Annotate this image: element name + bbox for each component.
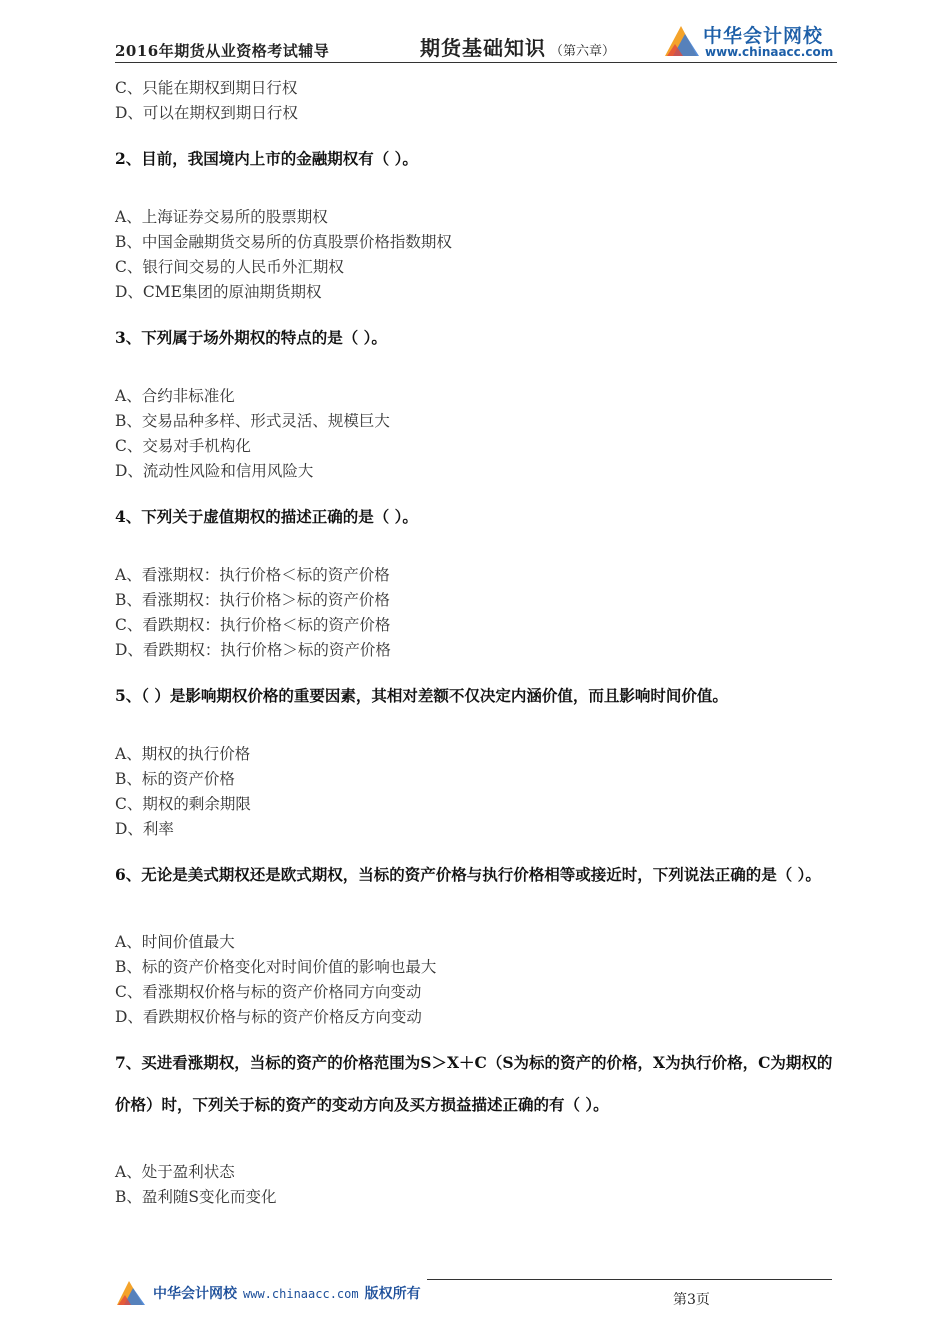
q3-option-b: B、交易品种多样、形式灵活、规模巨大 xyxy=(115,412,390,430)
page-header xyxy=(115,20,837,62)
question-3-stem: 3、下列属于场外期权的特点的是（ ）。 xyxy=(115,328,387,347)
exam-title: 2016年期货从业资格考试辅导 xyxy=(115,42,330,60)
question-body xyxy=(115,76,840,1210)
q4-option-c: C、看跌期权：执行价格＜标的资产价格 xyxy=(115,616,391,634)
q7-option-b: B、盈利随S变化而变化 xyxy=(115,1188,277,1206)
footer-rights: 版权所有 xyxy=(364,1286,421,1302)
footer-copyright xyxy=(153,1283,421,1303)
footer-logo-icon xyxy=(115,1278,147,1308)
header-divider xyxy=(115,62,837,63)
q3-option-c: C、交易对手机构化 xyxy=(115,437,251,455)
footer-divider xyxy=(427,1279,832,1280)
q5-option-a: A、期权的执行价格 xyxy=(115,745,251,763)
option-d: D、可以在期权到期日行权 xyxy=(115,104,298,122)
q7-option-a: A、处于盈利状态 xyxy=(115,1163,235,1181)
question-5-stem: 5、（ ）是影响期权价格的重要因素，其相对差额不仅决定内涵价值，而且影响时间价值。 xyxy=(115,686,728,705)
q3-option-a: A、合约非标准化 xyxy=(115,387,235,405)
q2-option-c: C、银行间交易的人民币外汇期权 xyxy=(115,258,344,276)
q6-option-c: C、看涨期权价格与标的资产价格同方向变动 xyxy=(115,983,422,1001)
q2-option-a: A、上海证券交易所的股票期权 xyxy=(115,208,328,226)
subject-title xyxy=(420,32,615,61)
q2-option-d: D、CME集团的原油期货期权 xyxy=(115,283,322,301)
option-c: C、只能在期权到期日行权 xyxy=(115,79,298,97)
q2-option-b: B、中国金融期货交易所的仿真股票价格指数期权 xyxy=(115,233,452,251)
q6-option-d: D、看跌期权价格与标的资产价格反方向变动 xyxy=(115,1008,422,1026)
question-2-stem: 2、目前，我国境内上市的金融期权有（ ）。 xyxy=(115,149,418,168)
q5-option-b: B、标的资产价格 xyxy=(115,770,235,788)
page-footer xyxy=(115,1275,835,1315)
q5-option-d: D、利率 xyxy=(115,820,174,838)
q3-option-d: D、流动性风险和信用风险大 xyxy=(115,462,314,480)
q4-option-b: B、看涨期权：执行价格＞标的资产价格 xyxy=(115,591,390,609)
q4-option-a: A、看涨期权：执行价格＜标的资产价格 xyxy=(115,566,390,584)
question-7-stem: 7、买进看涨期权，当标的资产的价格范围为S＞X＋C（S为标的资产的价格，X为执行价格，C为期权的价格）时，下列关于标的资产的变动方向及买方损益描述正确的有（ ）。 xyxy=(115,1053,833,1114)
footer-brand: 中华会计网校 xyxy=(153,1286,237,1302)
logo-name: 中华会计网校 xyxy=(703,25,824,47)
chapter-label: （第六章） xyxy=(550,44,616,59)
brand-logo xyxy=(663,20,841,62)
subject-name: 期货基础知识 xyxy=(420,36,546,60)
logo-triangle-icon xyxy=(663,22,701,60)
q4-option-d: D、看跌期权：执行价格＞标的资产价格 xyxy=(115,641,391,659)
q6-option-b: B、标的资产价格变化对时间价值的影响也最大 xyxy=(115,958,437,976)
q6-option-a: A、时间价值最大 xyxy=(115,933,235,951)
page-number: 第3页 xyxy=(673,1292,710,1308)
q5-option-c: C、期权的剩余期限 xyxy=(115,795,251,813)
question-6-stem: 6、无论是美式期权还是欧式期权，当标的资产价格与执行价格相等或接近时，下列说法正确的是（ ）。 xyxy=(115,865,821,884)
question-4-stem: 4、下列关于虚值期权的描述正确的是（ ）。 xyxy=(115,507,418,526)
footer-url[interactable]: www.chinaacc.com xyxy=(243,1287,359,1301)
logo-url: www.chinaacc.com xyxy=(705,45,834,59)
